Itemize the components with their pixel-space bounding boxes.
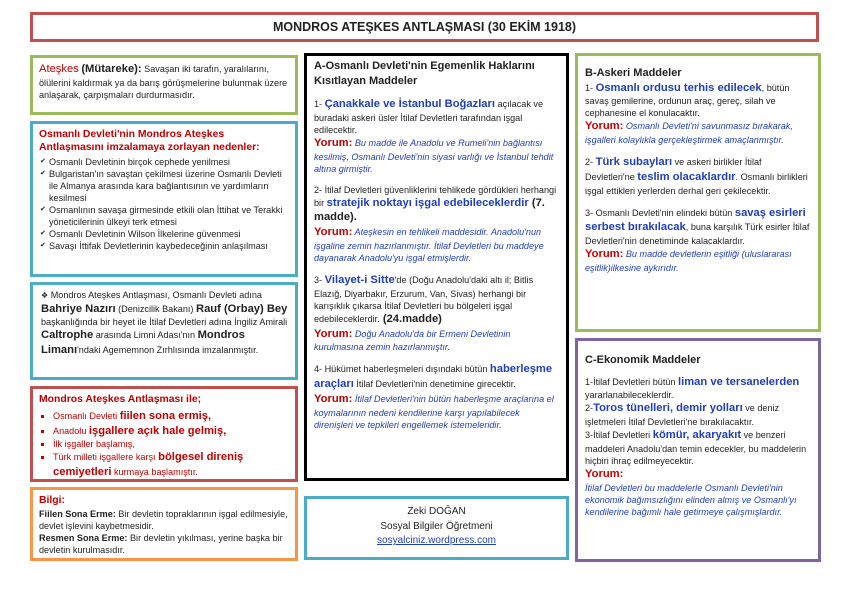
yorum-label: Yorum: <box>314 392 353 405</box>
yorum-text: Doğu Anadolu'da bir Ermeni Devletinin kurulmasına zemin hazırlanmıştır. <box>314 328 511 353</box>
yorum-label: Yorum: <box>314 327 353 340</box>
signing-box <box>30 282 298 380</box>
signing-text: başkanlığında bir heyet ile İtilaf Devletleri adına İngiliz Amirali <box>41 317 288 328</box>
list-item: ✔ Savaşı İttifak Devletlerinin kaybedeceğinin anlaşılması <box>49 240 289 252</box>
reasons-list <box>39 156 289 252</box>
signing-text: Mondros Ateşkes Antlaşması, Osmanlı Devleti adına <box>48 290 262 300</box>
yorum-text: Bu madde ile Anadolu ve Rumeli'nin bağlantısı kesilmiş, Osmanlı Devleti'nin siyasi varlığı ve İstanbul tehdit altına girmiştir. <box>314 137 554 174</box>
article-text: ve deniz işletmeleri İtilaf Devletleri'ne bırakılacaktır. <box>585 403 780 428</box>
consequences-list <box>39 409 289 480</box>
signing-mondros: Mondros Limanı <box>41 329 245 357</box>
list-item: ✔ Bulgaristan'ın savaştan çekilmesi üzerine Osmanlı Devleti ile Almanya arasında kara bağlantısının ve yardımların kesilmesi <box>49 168 289 204</box>
section-c-box <box>575 338 821 562</box>
section-a-box <box>304 53 569 481</box>
article-text: 2- İtilaf Devletleri güvenliklerini tehlikede gördükleri herhangi bir <box>314 184 557 208</box>
ateskes-text: Savaşan iki tarafın, yaralılarını, ölülerini kaldırmak ya da barış görüşmelerine bulunmak üzere anlaşarak, çarpışmaları durdurmasıdır. <box>39 64 288 100</box>
author-box <box>304 496 569 560</box>
article-bold: Çanakkale ve İstanbul Boğazları <box>324 98 495 111</box>
article-text: yararlanabileceklerdir. <box>585 390 674 401</box>
signing-rauf: Rauf (Orbay) Bey <box>195 302 288 315</box>
diamond-bullet-icon: ❖ <box>41 291 49 300</box>
info-term: Fiilen Sona Erme: <box>39 508 116 519</box>
signing-text: arasında Limni Adası'nın <box>93 330 198 341</box>
article-bold: Vilayet-i Sitte <box>324 273 395 286</box>
info-heading: Bilgi: <box>39 495 65 506</box>
yorum-text: Bu madde devletlerin eşitliği (uluslararası eşitlik)ilkesine aykırıdır. <box>585 249 792 273</box>
ateskes-definition-box <box>30 55 298 115</box>
article-text: 3- Osmanlı Devleti'nin elindeki bütün <box>585 207 735 218</box>
article-text: . Osmanlı birlikleri işgal ettikleri yerlerden derhal geri çekilecektir. <box>585 171 808 196</box>
reasons-box <box>30 121 298 277</box>
section-c-heading: C-Ekonomik Maddeler <box>585 354 701 366</box>
article-number: (24.madde) <box>379 312 442 325</box>
consequences-heading: Mondros Ateşkes Antlaşması ile; <box>39 394 202 405</box>
info-def: Bir devletin topraklarının işgal edilmesiyle, devlet işlevini kaybetmesidir. <box>39 508 288 531</box>
article-bold: Toros tünelleri, demir yolları <box>593 402 743 415</box>
article-text: , buna karşılık Türk esirler İtilaf Devletleri'nin denetiminde kalacaklardır. <box>585 222 810 247</box>
article-bold: kömür, akaryakıt <box>652 429 742 442</box>
list-item: ✔ Osmanlı Devletinin birçok cephede yenilmesi <box>49 156 289 168</box>
item-bold: işgallere açık hale gelmiş, <box>88 424 227 437</box>
info-term: Resmen Sona Erme: <box>39 532 128 543</box>
list-item <box>53 409 289 424</box>
list-item: ▪ İlk işgaller başlamış, <box>53 438 289 450</box>
item-text: Osmanlı Devleti <box>53 410 120 421</box>
reasons-heading: Osmanlı Devleti'nin Mondros Ateşkes Antlaşmasını imzalamaya zorlayan nedenler: <box>39 129 260 153</box>
author-role: Sosyal Bilgiler Öğretmeni <box>380 520 493 532</box>
ateskes-term: Ateşkes <box>39 63 79 75</box>
yorum-label: Yorum: <box>585 467 624 480</box>
info-def: Bir devletin yıkılması, yerine başka bir devletin kurulmasıdır. <box>39 532 283 555</box>
list-item <box>53 424 289 439</box>
article-text: ve benzeri maddeleri Anadolu'dan temin edecekler, bu maddelerin hiçbiri ihraç edilmeyecektir. <box>585 430 807 466</box>
yorum-text: İtilaf Devletleri bu maddelerle Osmanlı Devleti'nin ekonomik bağımsızlığını elinden almış ve Osmanlı'yı kendilerine bağımlı hale getirmeye çalışmışlardır. <box>585 482 797 517</box>
article-bold: teslim olacaklardır <box>637 170 736 183</box>
article-text: İtilaf Devletleri'nin denetimine girecektir. <box>353 379 516 390</box>
article-text: 1- <box>585 82 596 93</box>
yorum-label: Yorum: <box>314 136 353 149</box>
article-text: 3- <box>314 274 325 285</box>
signing-text: 'ndaki Agememnon Zırhlısında imzalanmıştır. <box>77 345 259 356</box>
article-text: , bütün savaş gemilerine, ordunun araç, gereç, silah ve cephanesine el konulacaktır. <box>585 82 790 119</box>
article-bold: savaş esirleri serbest bırakılacak <box>585 206 806 234</box>
article-text: ve askeri birlikler İtilaf Devletleri'ne <box>585 157 762 182</box>
yorum-label: Yorum: <box>314 226 353 239</box>
yorum-text: Ateşkesin en tehlikeli maddesidir. Anadolu'nun işgaline zemin hazırlanmıştır. İtilaf Devletleri bu maddeye dayanarak Anadolu'yu işgal etmişlerdir. <box>314 227 544 263</box>
consequences-box <box>30 386 298 482</box>
signing-bahriye: Bahriye Nazırı <box>41 302 116 315</box>
article-bold: stratejik noktayı işgal edebileceklerdir <box>326 196 529 209</box>
author-website-link[interactable]: sosyalciniz.wordpress.com <box>377 535 496 546</box>
list-item <box>53 450 289 480</box>
article-text: 2- <box>585 157 596 168</box>
signing-text: (Denizcilik Bakanı) <box>115 303 196 314</box>
list-item: ✔ Osmanlı Devletinin Wilson İlkelerine güvenmesi <box>49 228 289 240</box>
section-b-heading: B-Askeri Maddeler <box>585 67 682 79</box>
article-text: açılacak ve buradaki askeri üsler İtilaf Devletleri tarafından işgal edilecektir. <box>314 99 544 135</box>
signing-caltrophe: Caltrophe <box>41 329 94 342</box>
yorum-label: Yorum: <box>585 248 624 261</box>
article-text: 4- Hükümet haberleşmeleri dışındaki bütün <box>314 364 490 375</box>
article-bold: Türk subayları <box>595 156 673 169</box>
article-text: 2- <box>585 403 594 414</box>
yorum-label: Yorum: <box>585 120 624 133</box>
ateskes-term-paren: (Mütareke): <box>81 63 142 75</box>
info-box <box>30 487 298 561</box>
author-name: Zeki DOĞAN <box>407 506 466 517</box>
page-title: MONDROS ATEŞKES ANTLAŞMASI (30 EKİM 1918) <box>272 20 577 34</box>
article-bold: Osmanlı ordusu terhis edilecek <box>595 81 762 94</box>
item-text: kurmaya başlamıştır. <box>111 467 198 478</box>
yorum-text: İtilaf Devletleri'nin bütün haberleşme araçlarına el koymalarının nedeni kendilerine karşı yapılabilecek direnişleri ve tepkileri engellemek istemeleridir. <box>314 393 554 430</box>
list-item: ✔ Osmanlının savaşa girmesinde etkili olan İttihat ve Terakki yöneticilerinin ülkeyi terk etmesi <box>49 204 289 228</box>
article-text: 1-İtilaf Devletleri bütün <box>585 376 679 387</box>
title-box <box>30 12 819 42</box>
article-bold: liman ve tersanelerden <box>678 375 800 388</box>
article-text: 'de (Doğu Anadolu'daki altı il; Bitlis Elazığ, Diyarbakır, Erzurum, Van, Sivas) herhangi bir karışıklık çıkarsa İtilaf Devletleri bu bölgeleri işgal edebileceklerdir. <box>314 274 534 324</box>
section-a-heading: A-Osmanlı Devleti'nin Egemenlik Haklarını Kısıtlayan Maddeler <box>314 60 535 87</box>
article-text: 3-İtilaf Devletleri <box>585 430 653 441</box>
item-bold: fiilen sona ermiş, <box>119 409 212 422</box>
yorum-text: Osmanlı Devleti'ni savunmasız bırakarak, işgalleri kolaylıkla gerçekleştirmek amaçlanmıştır. <box>585 121 793 146</box>
article-bold: haberleşme araçları <box>314 363 553 391</box>
article-text: 1- <box>314 99 325 110</box>
article-number: (7. madde). <box>314 196 545 224</box>
item-bold: bölgesel direniş cemiyetleri <box>53 451 244 479</box>
item-text: Anadolu <box>53 425 89 436</box>
item-text: Türk milleti işgallere karşı <box>53 452 159 463</box>
section-b-box <box>575 53 821 332</box>
